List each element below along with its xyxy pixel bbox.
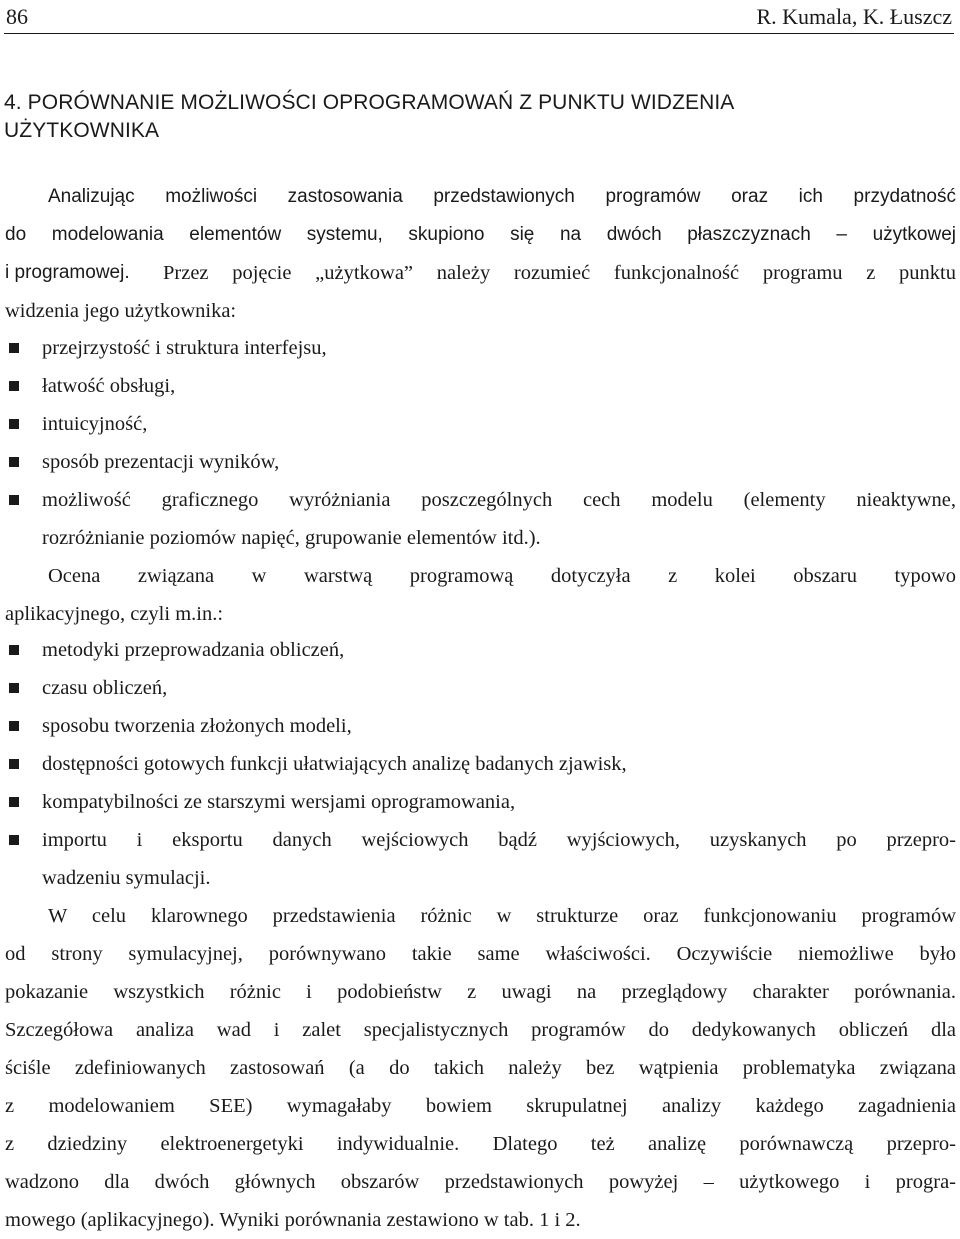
paragraph-line: z dziedziny elektroenergetyki indywidualnie. Dlatego też analizę porównawczą przepro- — [5, 1133, 956, 1155]
bullet-marker — [9, 759, 19, 769]
paragraph-line: widzenia jego użytkownika: — [5, 300, 237, 322]
running-header-authors: R. Kumala, K. Łuszcz — [756, 4, 952, 29]
paragraph-line: Ocena związana w warstwą programową dotyczyła z kolei obszaru typowo — [48, 565, 956, 587]
paragraph-line: wadzono dla dwóch głównych obszarów przedstawionych powyżej – użytkowego i progra- — [5, 1171, 956, 1193]
paragraph-line: i programowej. — [5, 262, 130, 283]
bullet-marker — [9, 835, 19, 845]
list-item-continuation: wadzeniu symulacji. — [42, 867, 211, 889]
bullet-marker — [9, 343, 19, 353]
paragraph-line: ściśle zdefiniowanych zastosowań (a do takich należy bez wątpienia problematyka związana — [5, 1057, 956, 1079]
list-item: przejrzystość i struktura interfejsu, — [42, 337, 327, 359]
list-item: kompatybilności ze starszymi wersjami oprogramowania, — [42, 791, 516, 813]
list-item: sposobu tworzenia złożonych modeli, — [42, 715, 352, 737]
list-item: importu i eksportu danych wejściowych bądź wyjściowych, uzyskanych po przepro- — [42, 829, 956, 851]
section-heading-line-1: 4. PORÓWNANIE MOŻLIWOŚCI OPROGRAMOWAŃ Z PUNKTU WIDZENIA — [4, 91, 735, 114]
bullet-marker — [9, 721, 19, 731]
list-item: możliwość graficznego wyróżniania poszczególnych cech modelu (elementy nieaktywne, — [42, 489, 956, 511]
paragraph-line: Analizując możliwości zastosowania przedstawionych programów oraz ich przydatność — [48, 186, 956, 207]
bullet-marker — [9, 645, 19, 655]
page-number: 86 — [6, 4, 28, 29]
bullet-marker — [9, 381, 19, 391]
list-item: metodyki przeprowadzania obliczeń, — [42, 639, 345, 661]
paragraph-line: Przez pojęcie „użytkowa” należy rozumieć funkcjonalność programu z punktu — [163, 262, 956, 284]
list-item-continuation: rozróżnianie poziomów napięć, grupowanie elementów itd.). — [42, 527, 541, 549]
paragraph-line: W celu klarownego przedstawienia różnic w strukturze oraz funkcjonowaniu programów — [48, 905, 956, 927]
paragraph-line: aplikacyjnego, czyli m.in.: — [5, 603, 224, 625]
list-item: intuicyjność, — [42, 413, 148, 435]
bullet-marker — [9, 797, 19, 807]
list-item: łatwość obsługi, — [42, 375, 176, 397]
bullet-marker — [9, 495, 19, 505]
list-item: dostępności gotowych funkcji ułatwiających analizę badanych zjawisk, — [42, 753, 627, 775]
bullet-marker — [9, 683, 19, 693]
bullet-marker — [9, 457, 19, 467]
paragraph-line: z modelowaniem SEE) wymagałaby bowiem skrupulatnej analizy każdego zagadnienia — [5, 1095, 956, 1117]
section-heading-line-2: UŻYTKOWNIKA — [4, 119, 160, 142]
paragraph-line: Szczegółowa analiza wad i zalet specjalistycznych programów do dedykowanych obliczeń dla — [5, 1019, 956, 1041]
list-item: czasu obliczeń, — [42, 677, 168, 699]
running-header — [6, 0, 952, 34]
section-heading — [4, 89, 944, 145]
header-rule — [4, 33, 954, 34]
bullet-marker — [9, 419, 19, 429]
list-item: sposób prezentacji wyników, — [42, 451, 280, 473]
paragraph-line: do modelowania elementów systemu, skupiono się na dwóch płaszczyznach – użytkowej — [5, 224, 956, 245]
paragraph-line: pokazanie wszystkich różnic i podobieństw z uwagi na przeglądowy charakter porównania. — [5, 981, 956, 1003]
paragraph-line: od strony symulacyjnej, porównywano takie same właściwości. Oczywiście niemożliwe było — [5, 943, 956, 965]
paragraph-line: mowego (aplikacyjnego). Wyniki porównania zestawiono w tab. 1 i 2. — [5, 1209, 581, 1231]
